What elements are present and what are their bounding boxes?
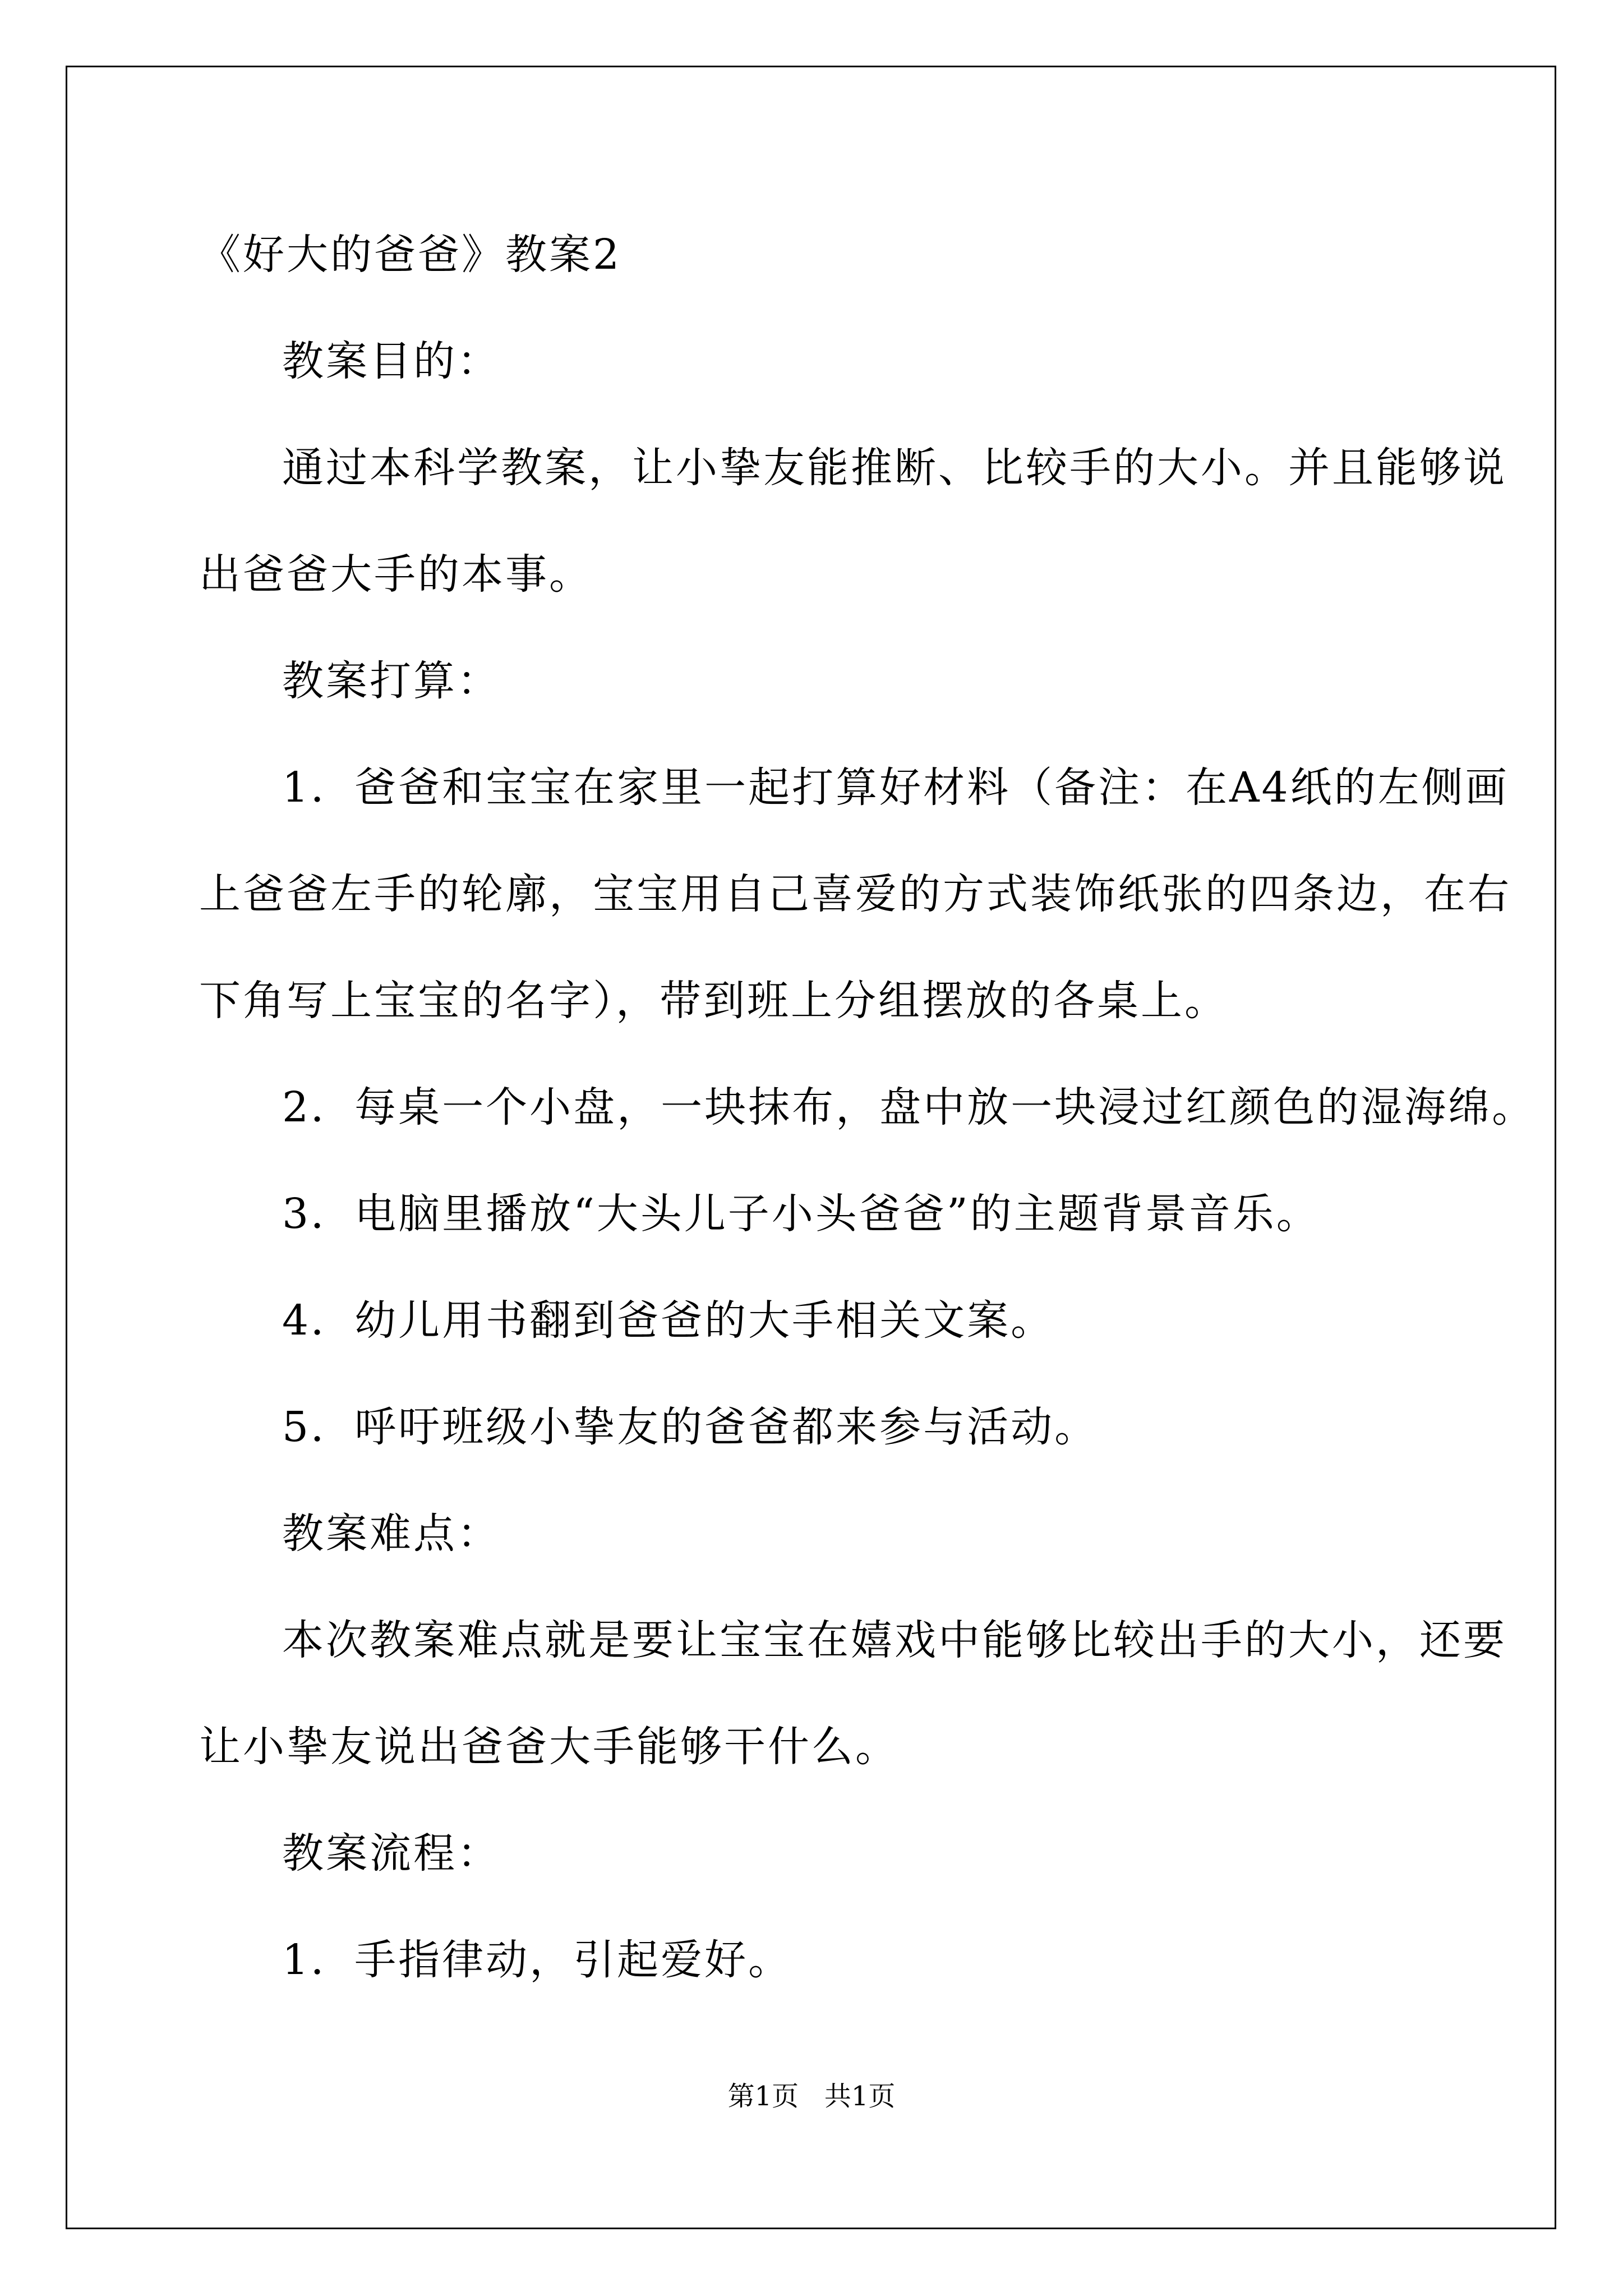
document-title: 《好大的爸爸》教案2 — [199, 231, 622, 279]
page-border — [66, 66, 1556, 2229]
paragraph-line: 下角写上宝宝的名字），带到班上分组摆放的各桌上。 — [199, 977, 1228, 1025]
paragraph-heading-difficulty: 教案难点： — [282, 1510, 501, 1558]
paragraph-line: 2．每桌一个小盘，一块抹布，盘中放一块浸过红颜色的湿海绵。 — [282, 1083, 1536, 1131]
paragraph-line: 让小挚友说出爸爸大手能够干什么。 — [199, 1723, 899, 1771]
paragraph-line: 3．电脑里播放“大头儿子小头爸爸”的主题背景音乐。 — [282, 1190, 1320, 1238]
paragraph-line: 通过本科学教案，让小挚友能推断、比较手的大小。并且能够说 — [282, 444, 1507, 492]
paragraph-line: 上爸爸左手的轮廓，宝宝用自己喜爱的方式装饰纸张的四条边，在右 — [199, 870, 1511, 918]
paragraph-line: 4．幼儿用书翻到爸爸的大手相关文案。 — [282, 1296, 1055, 1345]
paragraph-line: 1．手指律动，引起爱好。 — [282, 1936, 792, 1984]
paragraph-heading-preparation: 教案打算： — [282, 657, 501, 705]
paragraph-line: 出爸爸大手的本事。 — [199, 550, 593, 599]
page-footer: 第1页 共1页 — [727, 2081, 896, 2112]
paragraph-heading-objective: 教案目的： — [282, 337, 501, 385]
paragraph-line: 本次教案难点就是要让宝宝在嬉戏中能够比较出手的大小，还要 — [282, 1616, 1507, 1664]
paragraph-line: 1．爸爸和宝宝在家里一起打算好材料（备注：在A4纸的左侧画 — [282, 763, 1509, 812]
paragraph-line: 5．呼吁班级小挚友的爸爸都来参与活动。 — [282, 1403, 1099, 1451]
paragraph-heading-process: 教案流程： — [282, 1829, 501, 1878]
